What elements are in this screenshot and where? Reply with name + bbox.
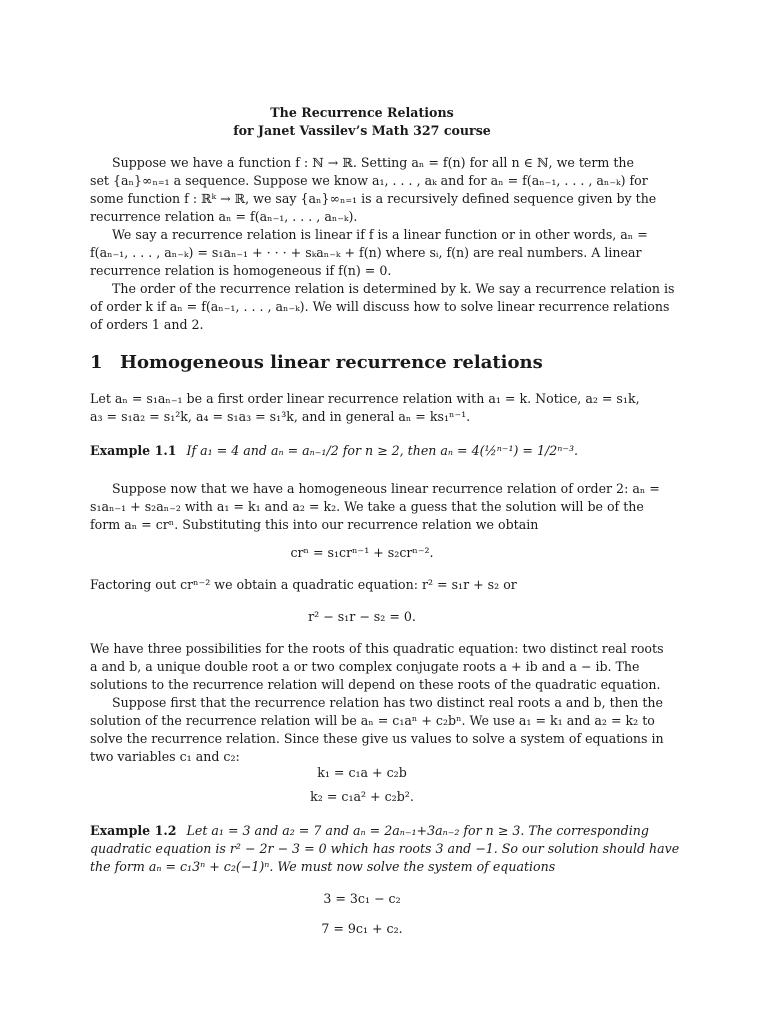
example-text: Let a₁ = 3 and a₂ = 7 and aₙ = 2aₙ₋₁+3aₙ₋₂ for n ≥ 3. The corresponding <box>186 823 649 838</box>
text-line: the form aₙ = c₁3ⁿ + c₂(−1)ⁿ. We must now solve the system of equations <box>90 859 556 874</box>
text-line: recurrence relation is homogeneous if f(n) = 0. <box>90 263 392 278</box>
section-heading <box>90 352 634 374</box>
equation: k₁ = c₁a + c₂b <box>317 765 407 780</box>
text-line: some function f : ℝᵏ → ℝ, we say {aₙ}∞ₙ₌₁ is a recursively defined sequence given by the <box>90 191 657 206</box>
text-line: Let aₙ = s₁aₙ₋₁ be a first order linear recurrence relation with a₁ = k. Notice, a₂ = s₁k, <box>90 391 640 406</box>
text-line: Suppose now that we have a homogeneous linear recurrence relation of order 2: aₙ = <box>112 481 660 496</box>
text-line: form aₙ = crⁿ. Substituting this into our recurrence relation we obtain <box>90 517 539 532</box>
text-line: f(aₙ₋₁, . . . , aₙ₋ₖ) = s₁aₙ₋₁ + · · · + sₖaₙ₋ₖ + f(n) where sᵢ, f(n) are real numbers. A linear <box>90 245 642 260</box>
text-line: Factoring out crⁿ⁻² we obtain a quadratic equation: r² = s₁r + s₂ or <box>90 577 517 592</box>
example-1-1 <box>90 442 634 460</box>
text-line: quadratic equation is r² − 2r − 3 = 0 which has roots 3 and −1. So our solution should have <box>90 841 680 856</box>
document-subtitle: for Janet Vassilev’s Math 327 course <box>233 123 491 138</box>
text-line: Suppose first that the recurrence relation has two distinct real roots a and b, then the <box>112 695 663 710</box>
section-number: 1 <box>90 352 103 373</box>
example-label: Example 1.2 <box>90 823 177 838</box>
text-line: recurrence relation aₙ = f(aₙ₋₁, . . . , aₙ₋ₖ). <box>90 209 358 224</box>
example-text: If a₁ = 4 and aₙ = aₙ₋₁/2 for n ≥ 2, then aₙ = 4(½ⁿ⁻¹) = 1/2ⁿ⁻³. <box>186 443 579 458</box>
text-line: a₃ = s₁a₂ = s₁²k, a₄ = s₁a₃ = s₁³k, and in general aₙ = ks₁ⁿ⁻¹. <box>90 409 471 424</box>
equation: r² − s₁r − s₂ = 0. <box>308 609 416 624</box>
document-title: The Recurrence Relations <box>270 105 454 120</box>
text-line: The order of the recurrence relation is determined by k. We say a recurrence relation is <box>112 281 675 296</box>
equation: 3 = 3c₁ − c₂ <box>323 891 401 906</box>
text-line: of orders 1 and 2. <box>90 317 204 332</box>
text-line: s₁aₙ₋₁ + s₂aₙ₋₂ with a₁ = k₁ and a₂ = k₂. We take a guess that the solution will be of the <box>90 499 644 514</box>
text-line: Suppose we have a function f : ℕ → ℝ. Setting aₙ = f(n) for all n ∈ ℕ, we term the <box>112 155 634 170</box>
text-line: set {aₙ}∞ₙ₌₁ a sequence. Suppose we know a₁, . . . , aₖ and for aₙ = f(aₙ₋₁, . . . , aₙ₋ₖ) for <box>90 173 648 188</box>
equation: 7 = 9c₁ + c₂. <box>321 921 403 936</box>
text-line: a and b, a unique double root a or two complex conjugate roots a + ib and a − ib. The <box>90 659 640 674</box>
text-line: solve the recurrence relation. Since these give us values to solve a system of equations in <box>90 731 664 746</box>
equation: crⁿ = s₁crⁿ⁻¹ + s₂crⁿ⁻². <box>290 545 434 560</box>
equation: k₂ = c₁a² + c₂b². <box>310 789 414 804</box>
example-1-2 <box>90 822 649 840</box>
text-line: We say a recurrence relation is linear if f is a linear function or in other words, aₙ = <box>112 227 648 242</box>
text-line: two variables c₁ and c₂: <box>90 749 240 764</box>
example-label: Example 1.1 <box>90 443 177 458</box>
text-line: of order k if aₙ = f(aₙ₋₁, . . . , aₙ₋ₖ). We will discuss how to solve linear recurrence relations <box>90 299 670 314</box>
text-line: solutions to the recurrence relation will depend on these roots of the quadratic equation. <box>90 677 661 692</box>
section-title: Homogeneous linear recurrence relations <box>120 352 543 373</box>
text-line: We have three possibilities for the roots of this quadratic equation: two distinct real roots <box>90 641 664 656</box>
text-line: solution of the recurrence relation will be aₙ = c₁aⁿ + c₂bⁿ. We use a₁ = k₁ and a₂ = k₂ to <box>90 713 655 728</box>
